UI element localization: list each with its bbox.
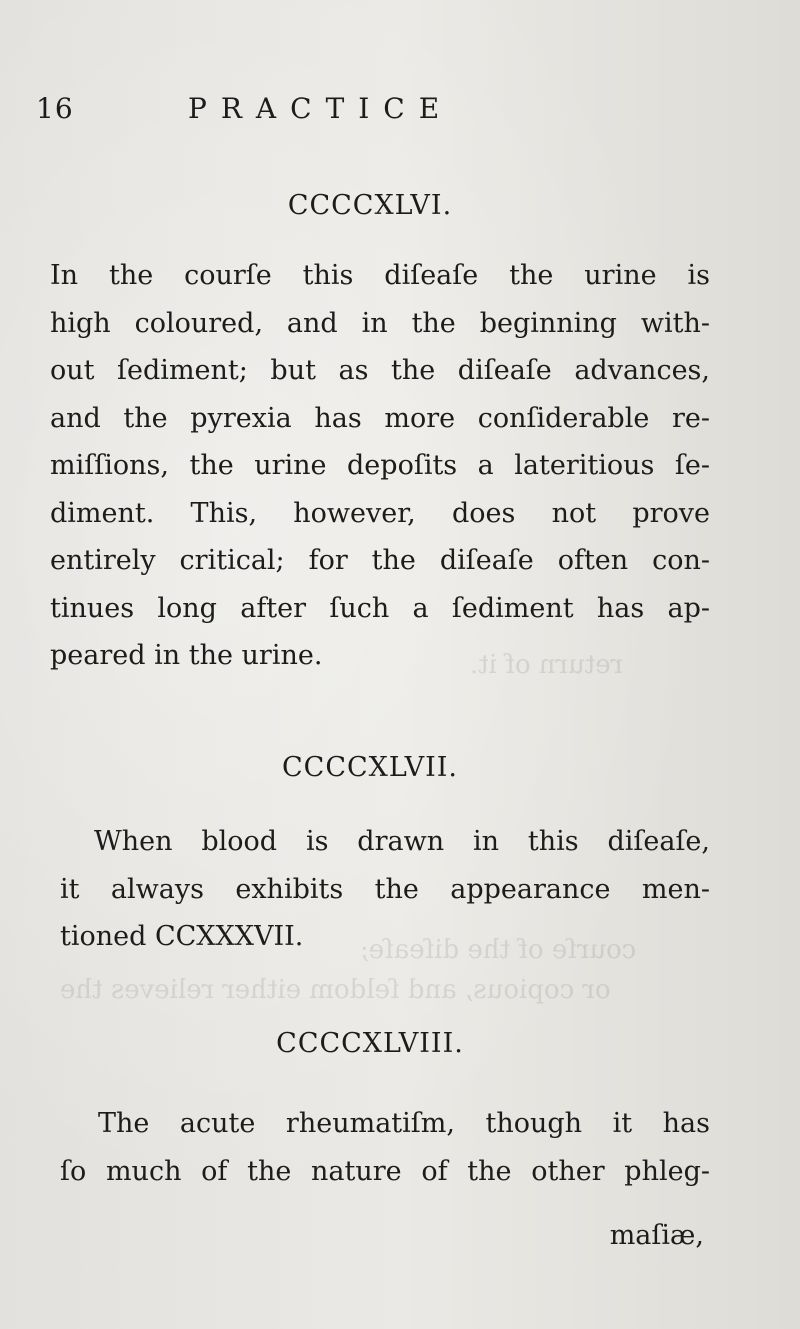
text-line: high coloured, and in the beginning with-: [50, 307, 710, 339]
section-title: CCCCXLVII.: [282, 752, 458, 783]
text-line: When blood is drawn in this diſeaſe,: [94, 826, 710, 857]
section-title: CCCCXLVIII.: [276, 1028, 464, 1059]
text-line: ſo much of the nature of the other phleg-: [60, 1155, 710, 1187]
paragraph: [60, 818, 710, 961]
text-line: it always exhibits the appearance men-: [60, 873, 710, 905]
text-line: diment. This, however, does not prove: [50, 497, 710, 529]
text-line: and the pyrexia has more conſiderable re-: [50, 402, 710, 434]
section-title: CCCCXLVI.: [287, 190, 453, 221]
page-header: [36, 92, 556, 132]
text-line: tinues long after ſuch a ſediment has ap-: [50, 592, 710, 624]
page-number: 16: [36, 92, 74, 125]
text-line: out ſediment; but as the diſeaſe advances,: [50, 355, 710, 386]
text-line: peared in the urine.: [50, 640, 323, 671]
paragraph: [50, 252, 710, 680]
text-line: tioned CCXXXVII.: [60, 921, 304, 952]
text-line: In the courſe this diſeaſe the urine is: [50, 260, 710, 291]
catchword: maſiæ,: [609, 1220, 704, 1251]
paragraph: [60, 1100, 710, 1195]
text-line: The acute rheumatiſm, though it has: [98, 1108, 710, 1139]
show-through-text: or copious, and ſeldom either relieves the: [60, 975, 611, 1005]
show-through-text: courſe of the diſeaſe;: [360, 935, 637, 965]
text-line: entirely critical; for the diſeaſe often con-: [50, 545, 710, 576]
running-head: PRACTICE: [188, 92, 454, 125]
show-through-text: return of it.: [470, 650, 624, 680]
text-line: miſſions, the urine depoſits a lateritious ſe-: [50, 450, 710, 481]
